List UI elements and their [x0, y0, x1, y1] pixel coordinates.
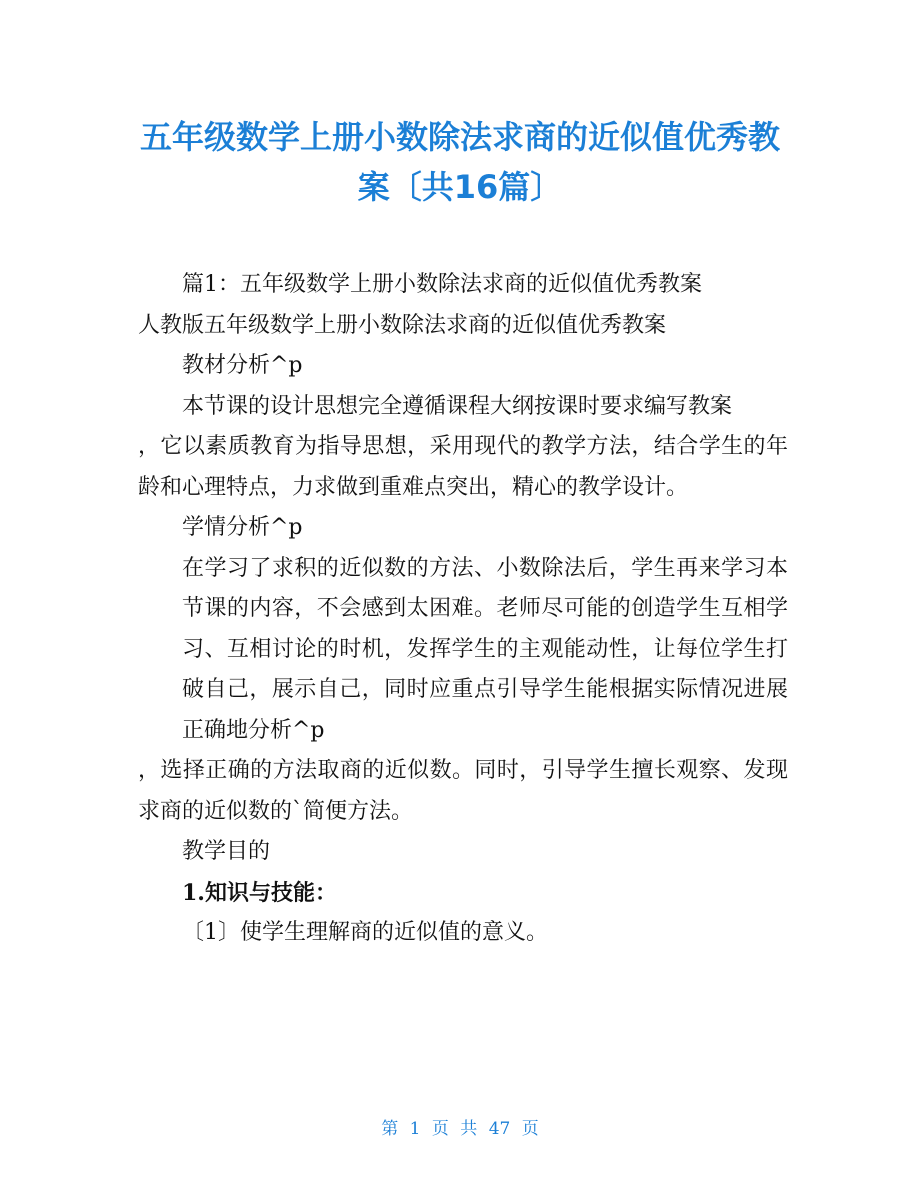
document-body: [138, 265, 788, 954]
paragraph: 本节课的设计思想完全遵循课程大纲按课时要求编写教案: [182, 393, 733, 419]
page-footer: 第 1 页 共 47 页: [381, 1119, 539, 1139]
paragraph: 学情分析^p: [182, 515, 303, 540]
paragraph: 在学习了求积的近似数的方法、小数除法后，学生再来学习本节课的内容，不会感到太困难。老师尽可能的创造学生互相学习、互相讨论的时机，发挥学生的主观能动性，让每位学生打破自己，展示自己，同时应重点引导学生能根据实际情况进展正确地分析^p: [182, 555, 788, 743]
paragraph: ，选择正确的方法取商的近似数。同时，引导学生擅长观察、发现求商的近似数的`简便方法。: [138, 758, 788, 824]
paragraph: 教材分析^p: [182, 353, 303, 378]
paragraph: 教学目的: [182, 839, 271, 864]
subheading: 1.知识与技能：: [182, 879, 337, 906]
paragraph: ，它以素质教育为指导思想，采用现代的教学方法，结合学生的年龄和心理特点，力求做到重难点突出，精心的教学设计。: [138, 434, 788, 500]
title-line-2: 案〔共16篇〕: [357, 168, 563, 206]
paragraph: 〔1〕使学生理解商的近似值的意义。: [182, 920, 548, 945]
paragraph: 人教版五年级数学上册小数除法求商的近似值优秀教案: [138, 312, 667, 338]
section-heading: 篇1：五年级数学上册小数除法求商的近似值优秀教案: [182, 272, 702, 297]
document-title: [120, 112, 800, 212]
title-line-1: 五年级数学上册小数除法求商的近似值优秀教: [139, 118, 780, 156]
